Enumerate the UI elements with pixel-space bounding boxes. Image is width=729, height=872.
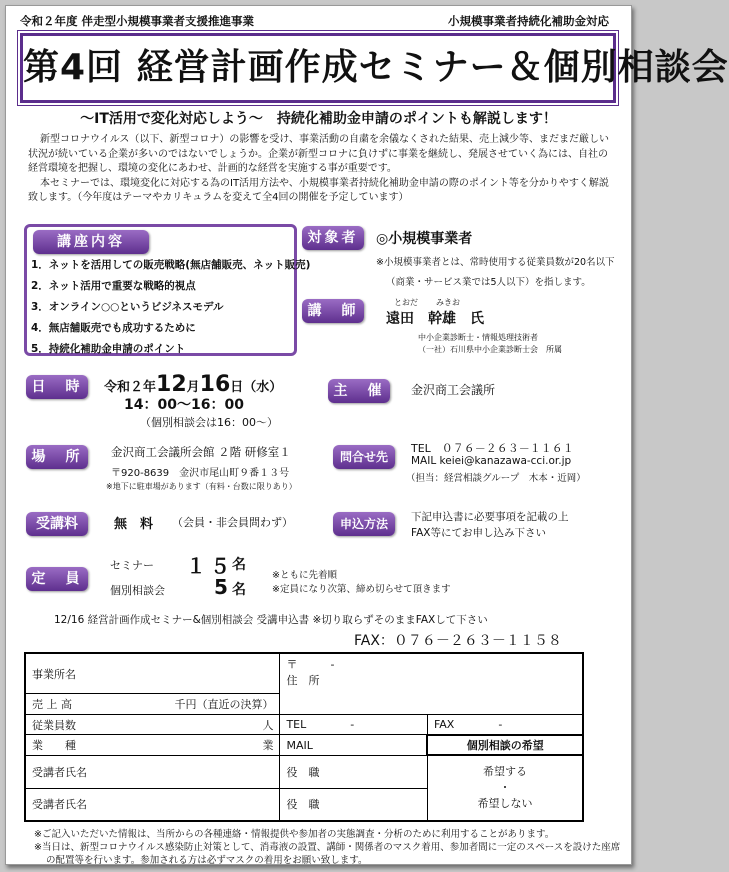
date-month: 12 (156, 372, 187, 397)
name2-label: 受講者氏名 (32, 798, 87, 812)
company-label: 事業所名 (32, 667, 76, 681)
target-note: ※小規模事業者とは、常時使用する従業員数が20名以下 (376, 257, 615, 268)
lecturer-label: 講 師 (302, 299, 364, 323)
course-item: 5．持続化補助金申請のポイント (31, 343, 186, 355)
form-header: 12/16 経営計画作成セミナー&個別相談会 受講申込書 ※切り取らずそのままFAXして下さい (54, 614, 488, 626)
course-item: 4．無店舗販売でも成功するために (31, 322, 196, 334)
flyer-sheet (5, 5, 729, 866)
parking-note: ※地下に駐車場があります（有料・台数に限りあり） (106, 482, 297, 491)
apply-text: FAX等にてお申し込み下さい (411, 527, 546, 539)
name1-label: 受講者氏名 (32, 765, 87, 779)
contact-tel: TEL ０７６－２６３－１１６１ (411, 442, 574, 455)
sales-label: 売 上 高 (32, 698, 72, 712)
footer-notes (34, 828, 624, 867)
industry-unit: 業 (262, 739, 274, 753)
venue-label: 場 所 (26, 445, 88, 469)
capacity-seminar-num: １５ (186, 554, 234, 578)
fee-note: （会員・非会員問わず） (172, 516, 293, 529)
sales-unit: 千円（直近の決算） (174, 698, 274, 712)
capacity-consult-label: 個別相談会 (110, 584, 165, 597)
date-month-unit: 月 (186, 380, 200, 395)
fax-number: FAX：０７６－２６３－１１５８ (354, 633, 562, 649)
course-item: 2．ネット活用で重要な戦略的視点 (31, 280, 196, 292)
company-cell[interactable] (25, 653, 280, 694)
lecturer-ruby: みきお (436, 298, 460, 307)
intro-text (28, 133, 614, 206)
contact-label: 問合せ先 (333, 445, 395, 469)
fax-label: FAX (433, 717, 455, 731)
fax-dash: - (498, 717, 503, 731)
fee-label: 受講料 (26, 512, 88, 536)
post2-cell[interactable] (280, 788, 428, 821)
organizer-value: 金沢商工会議所 (411, 383, 496, 397)
employees-cell[interactable] (25, 714, 280, 734)
application-form (24, 652, 584, 822)
capacity-seminar-unit: 名 (232, 557, 246, 573)
organizer-label: 主 催 (328, 379, 390, 403)
target-value: ◎小規模事業者 (376, 231, 473, 247)
post1-cell[interactable] (280, 755, 428, 788)
name1-cell[interactable] (25, 755, 280, 788)
industry-label: 業 種 (32, 739, 76, 753)
date-day-unit: 日（水） (230, 380, 283, 395)
venue-address: 〒920-8639 金沢市尾山町９番１３号 (111, 468, 290, 479)
subtitle: ～IT活用で変化対応しよう～ 持続化補助金申請のポイントも解説します！ (80, 111, 557, 127)
capacity-consult-num: 5 (214, 575, 228, 599)
datetime-label: 日 時 (26, 375, 88, 399)
address-label: 住 所 (286, 674, 320, 687)
target-note: （商業・サービス業では5人以下）を指します。 (386, 277, 591, 288)
tel-dash: - (350, 718, 355, 732)
course-box (24, 224, 311, 356)
course-item: 3．オンライン○○というビジネスモデル (31, 301, 224, 313)
header-program: 令和２年度 伴走型小規模事業者支援推進事業 (20, 14, 255, 28)
date-day: 16 (199, 372, 231, 397)
post1-label: 役 職 (286, 765, 320, 779)
title-frame (20, 33, 729, 103)
event-time: 14：00～16：00 (124, 397, 244, 413)
capacity-note: ※ともに先着順 (272, 570, 337, 581)
page-title: 第4回 経営計画作成セミナー＆個別相談会 (23, 47, 729, 88)
course-label: 講座内容 (33, 230, 149, 254)
intro-paragraph: 本セミナーでは、環境変化に対応する為のIT活用方法や、小規模事業者持続化補助金申請の際のポイント等を分かりやすく解説致します。（今年度はテーマやカリキュラムを変えて全4回の開催を予定しています） (28, 177, 609, 204)
fee-value: 無 料 (114, 517, 154, 532)
wish-no[interactable]: 希望しない (477, 797, 533, 811)
fax-cell[interactable] (427, 714, 583, 734)
capacity-note: ※定員になり次第、締め切らせて頂きます (272, 584, 451, 595)
name2-cell[interactable] (25, 788, 280, 821)
apply-text: 下記申込書に必要事項を記載の上 (411, 511, 569, 523)
employees-unit: 人 (262, 718, 274, 732)
contact-mail[interactable]: MAIL keiei@kanazawa-cci.or.jp (411, 455, 572, 467)
consult-wish-cell[interactable] (427, 755, 583, 821)
address-cell[interactable] (280, 653, 583, 714)
lecturer-name: 遠田 幹雄 氏 (386, 311, 484, 327)
date-era: 令和２年 (104, 380, 157, 395)
course-list (31, 255, 311, 360)
sales-cell[interactable] (25, 694, 280, 714)
header-subsidy: 小規模事業者持続化補助金対応 (448, 14, 609, 28)
industry-cell[interactable] (25, 735, 280, 755)
footer-note: ※ご記入いただいた情報は、当所からの各種連絡・情報提供や参加者の実態調査・分析のために利用することがあります。 (34, 829, 555, 840)
capacity-seminar-label: セミナー (110, 559, 154, 572)
mail-label: MAIL (286, 738, 313, 752)
target-label: 対象者 (302, 226, 364, 250)
capacity-label: 定 員 (26, 567, 88, 591)
post2-label: 役 職 (286, 798, 320, 812)
consult-wish-header: 個別相談の希望 (427, 735, 583, 755)
venue-name: 金沢商工会議所会館 ２階 研修室１ (111, 445, 291, 459)
postal-label: 〒 - (286, 658, 335, 671)
lecturer-ruby: とおだ (394, 298, 418, 307)
lecturer-title: 中小企業診断士・情報処理技術者 (418, 333, 538, 342)
intro-paragraph: 新型コロナウイルス（以下、新型コロナ）の影響を受け、事業活動の自粛を余儀なくされた結果、売上減少等、まだまだ厳しい状況が続いている企業が多いのではないでしょうか。企業が新型コロナに負けずに事業を継続し、発展させていく為には、自社の経営環境を把握し、環境の変化にあわせ、計画的な経営を実施する事が重要です。 (28, 134, 609, 175)
tel-label: TEL (286, 718, 307, 732)
apply-label: 申込方法 (333, 512, 395, 536)
mail-cell[interactable] (280, 735, 428, 755)
course-item: 1．ネットを活用しての販売戦略(無店舗販売、ネット販売) (31, 259, 311, 271)
lecturer-title: （一社）石川県中小企業診断士会 所属 (418, 345, 562, 354)
employees-label: 従業員数 (32, 718, 76, 732)
capacity-consult-unit: 名 (232, 582, 246, 598)
wish-yes[interactable]: 希望する (482, 765, 527, 779)
contact-person: （担当：経営相談グループ 木本・近岡） (406, 473, 586, 484)
footer-note: ※当日は、新型コロナウイルス感染防止対策として、消毒液の設置、講師・関係者のマスク着用、参加者間に一定のスペースを設けた座席の配置等を行います。参加される方は必ずマスクの着用をお願い致します。 (34, 842, 621, 866)
tel-cell[interactable] (280, 714, 428, 734)
wish-dot: ・ (499, 781, 511, 795)
consult-time: （個別相談会は16：00～） (140, 416, 278, 429)
